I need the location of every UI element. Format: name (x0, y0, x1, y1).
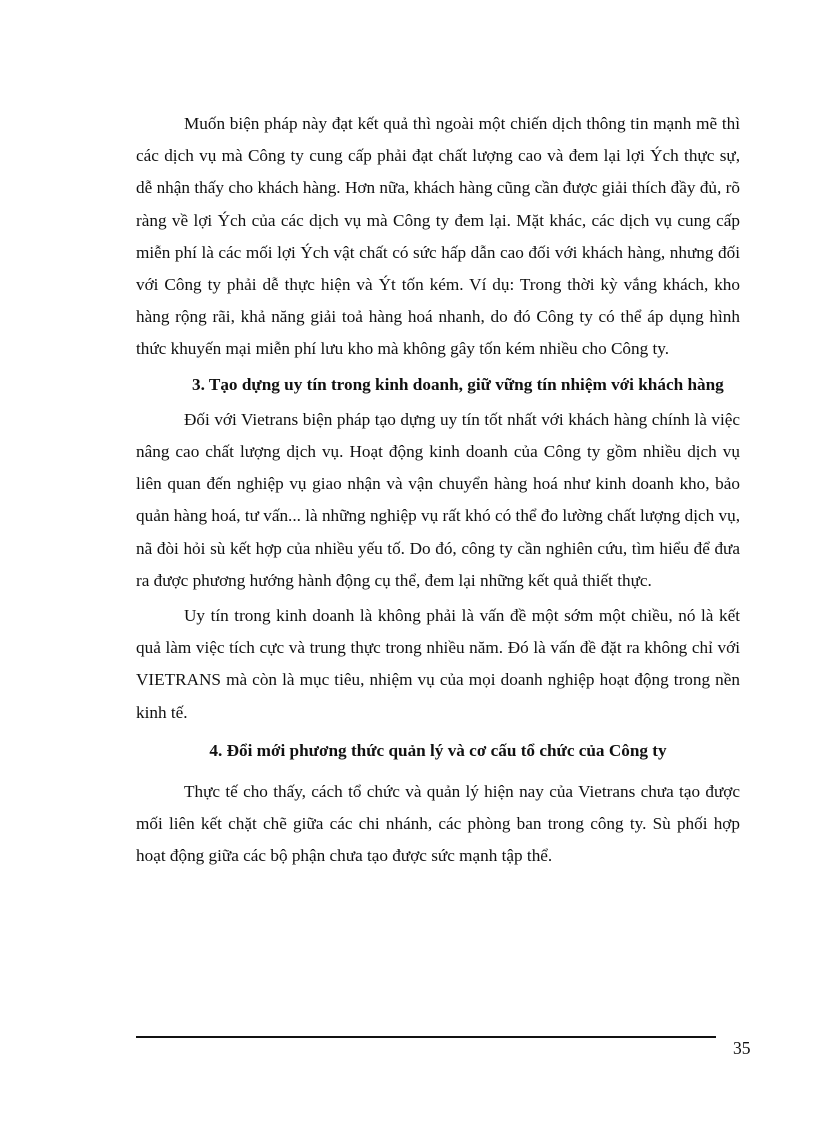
paragraph-business-trust: Uy tín trong kinh doanh là không phải là vấn đề một sớm một chiều, nó là kết quả làm việc tích cực và trung thực trong nhiều năm. Đó là vấn đề đặt ra không chỉ với VIETRANS mà còn là mục tiêu, nhiệm vụ của mọi doanh nghiệp hoạt động trong nền kinh tế. (136, 606, 740, 722)
heading-section-4: 4. Đổi mới phương thức quản lý và cơ cấu tổ chức của Công ty (209, 740, 667, 760)
paragraph-promotion: Muốn biện pháp này đạt kết quả thì ngoài một chiến dịch thông tin mạnh mẽ thì các dịch vụ mà Công ty cung cấp phải đạt chất lượng cao và đem lại lợi Ých thực sự, dễ nhận thấy cho khách hàng. Hơn nữa, khách hàng cũng cần được giải thích đầy đủ, rõ ràng về lợi Ých của các dịch vụ mà Công ty đem lại. Mặt khác, các dịch vụ cung cấp miễn phí là các mối lợi Ých vật chất có sức hấp dẫn cao đối với khách hàng, nhưng đối với Công ty phải dễ thực hiện và Ýt tốn kém. Ví dụ: Trong thời kỳ vắng khách, kho hàng rộng rãi, khả năng giải toả hàng hoá nhanh, do đó Công ty có thể áp dụng hình thức khuyến mại miễn phí lưu kho mà không gây tốn kém nhiều cho Công ty. (136, 114, 740, 359)
paragraph-reputation: Đối với Vietrans biện pháp tạo dựng uy tín tốt nhất với khách hàng chính là việc nâng cao chất lượng dịch vụ. Hoạt động kinh doanh của Công ty gồm nhiều dịch vụ liên quan đến nghiệp vụ giao nhận và vận chuyển hàng hoá như kinh doanh kho, bảo quản hàng hoá, tư vấn... là những nghiệp vụ rất khó có thể đo lường chất lượng dịch vụ, nã đòi hỏi sù kết hợp của nhiều yếu tố. Do đó, công ty cần nghiên cứu, tìm hiểu để đưa ra được phương hướng hành động cụ thể, đem lại những kết quả thiết thực. (136, 409, 740, 590)
document-page (136, 108, 740, 876)
paragraph-organization: Thực tế cho thấy, cách tổ chức và quản lý hiện nay của Vietrans chưa tạo được mối liên kết chặt chẽ giữa các chi nhánh, các phòng ban trong công ty. Sù phối hợp hoạt động giữa các bộ phận chưa tạo được sức mạnh tập thể. (136, 782, 740, 866)
heading-section-3: 3. Tạo dựng uy tín trong kinh doanh, giữ vững tín nhiệm với khách hàng (192, 374, 724, 394)
footer-divider (136, 1036, 716, 1038)
page-number: 35 (733, 1038, 751, 1058)
